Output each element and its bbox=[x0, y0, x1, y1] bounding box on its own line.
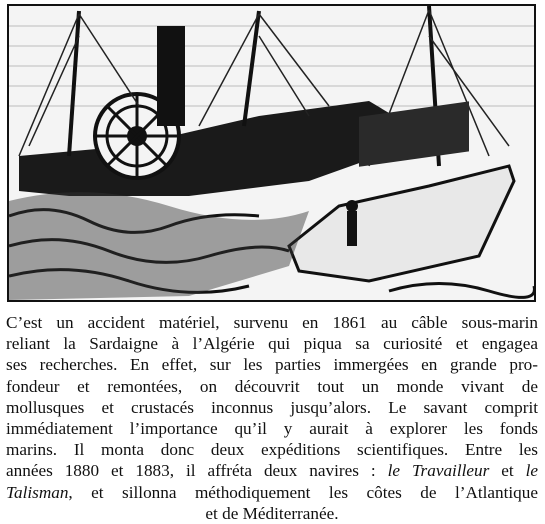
caption-line: immédiatement l’importance qu’il y aurait à explorer les fonds bbox=[6, 419, 538, 439]
caption-text-part: , et sillonna méthodiquement les côtes de l’Atlantique bbox=[68, 482, 538, 502]
steamships-engraving bbox=[9, 6, 534, 300]
caption-line: C’est un accident matériel, survenu en 1861 au câble sous-marin bbox=[6, 313, 538, 332]
funnel bbox=[157, 26, 185, 126]
caption-line bbox=[6, 460, 538, 481]
caption-text-part: années 1880 et 1883, il affréta deux navires : bbox=[6, 461, 388, 481]
steamer-hull bbox=[19, 101, 394, 196]
ship-article: le bbox=[525, 461, 538, 481]
ship-illustration bbox=[7, 4, 536, 302]
ship-name-talisman: Talisman bbox=[6, 482, 69, 502]
caption-text bbox=[6, 312, 538, 524]
ship-name-travailleur: le Travailleur bbox=[387, 461, 490, 481]
caption-line: marins. Il monta donc deux expéditions scientifiques. Entre les bbox=[6, 440, 538, 460]
caption-line bbox=[6, 482, 538, 503]
caption-line: mollusques et crustacés inconnus jusqu’alors. Le savant comprit bbox=[6, 397, 538, 417]
caption-text-part: et bbox=[489, 461, 526, 481]
caption-line: ses recherches. En effet, sur les parties immergées en grande pro- bbox=[6, 355, 538, 375]
caption-line: fondeur et remontées, on découvrit tout un monde vivant de bbox=[6, 376, 538, 396]
caption-line: et de Méditerranée. bbox=[205, 503, 339, 523]
tug-boat bbox=[289, 166, 514, 281]
caption-line: reliant la Sardaigne à l’Algérie qui piqua sa curiosité et engagea bbox=[6, 334, 538, 354]
